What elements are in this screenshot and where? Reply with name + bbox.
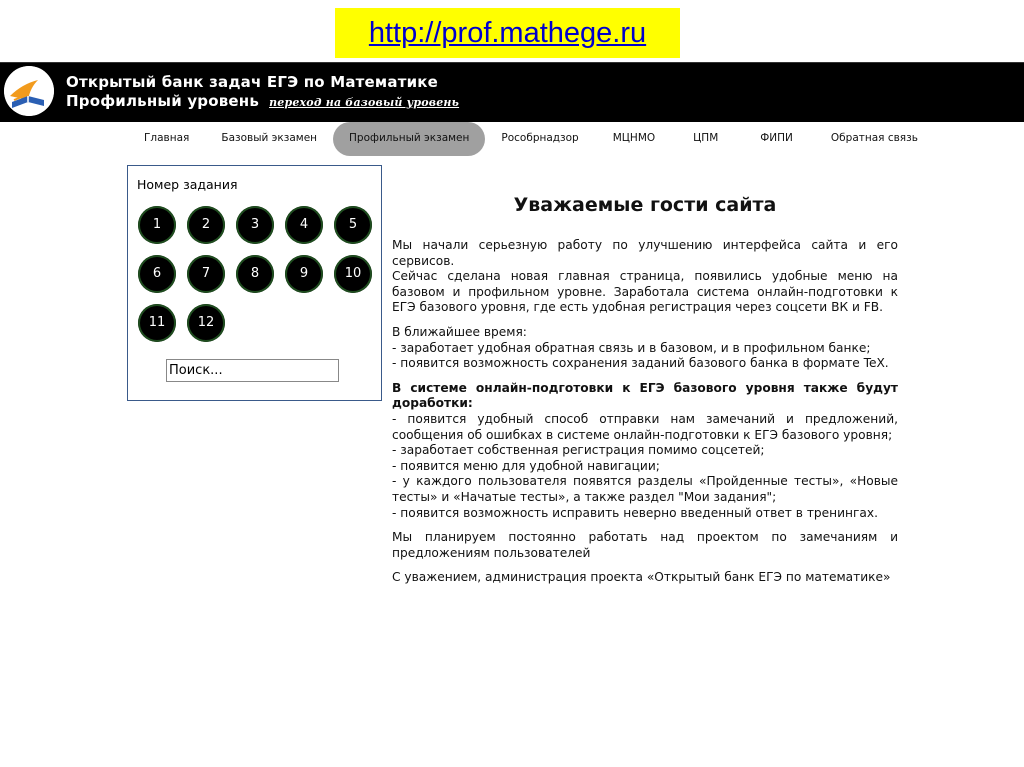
task-button-12[interactable]: 12 (187, 304, 225, 342)
site-title: Открытый банк задач ЕГЭ по Математике (66, 73, 439, 91)
switch-level-link[interactable]: переход на базовый уровень (269, 96, 460, 109)
task-button-2[interactable]: 2 (187, 206, 225, 244)
task-button-7[interactable]: 7 (187, 255, 225, 293)
task-button-4[interactable]: 4 (285, 206, 323, 244)
list-item: - у каждого пользователя появятся разделы «Пройденные тесты», «Новые тесты» и «Начатые тесты», а также раздел "Мои задания"; (392, 474, 898, 504)
nav-fipi[interactable]: ФИПИ (760, 132, 793, 144)
list-item: - заработает удобная обратная связь и в базовом, и в профильном банке; (392, 340, 871, 355)
announcement-content (392, 190, 898, 595)
search-input[interactable]: Поиск... (166, 359, 339, 382)
level-label: Профильный уровень (66, 92, 260, 110)
announcement-bold-text: В системе онлайн-подготовки к ЕГЭ базового уровня также будут доработки: (392, 380, 898, 411)
task-button-5[interactable]: 5 (334, 206, 372, 244)
announcement-paragraph (392, 530, 898, 561)
nav-profile-exam[interactable]: Профильный экзамен (333, 122, 485, 156)
nav-cpm[interactable]: ЦПМ (693, 132, 719, 144)
list-item: - появится возможность сохранения заданий базового банка в формате TeX. (392, 356, 889, 371)
task-button-9[interactable]: 9 (285, 255, 323, 293)
site-subtitle (66, 92, 459, 110)
announcement-text: Мы планируем постоянно работать над проектом по замечаниям и предложениям пользователей (392, 530, 898, 560)
list-item: - заработает собственная регистрация помимо соцсетей; (392, 443, 765, 458)
nav-rosobrnadzor[interactable]: Рособрнадзор (501, 132, 579, 144)
task-button-11[interactable]: 11 (138, 304, 176, 342)
book-logo-icon (4, 66, 54, 116)
task-button-3[interactable]: 3 (236, 206, 274, 244)
site-url-badge[interactable]: http://prof.mathege.ru (335, 8, 680, 58)
announcement-paragraph (392, 570, 898, 586)
task-button-1[interactable]: 1 (138, 206, 176, 244)
task-button-8[interactable]: 8 (236, 255, 274, 293)
task-panel-title: Номер задания (137, 177, 238, 192)
list-item: - появится удобный способ отправки нам замечаний и предложений, сообщения об ошибках в системе онлайн-подготовки к ЕГЭ базового уровня; (392, 411, 898, 442)
announcement-paragraph (392, 381, 898, 521)
task-button-6[interactable]: 6 (138, 255, 176, 293)
announcement-text: Сейчас сделана новая главная страница, появились удобные меню на базовом и профильном уровне. Заработала система онлайн-подготовки к ЕГЭ базового уровня, где есть удобная регистрация через соцсети ВК и FB. (392, 269, 898, 315)
announcement-paragraph (392, 325, 898, 372)
announcement-heading: Уважаемые гости сайта (513, 194, 777, 216)
announcement-paragraph (392, 238, 898, 316)
nav-base-exam[interactable]: Базовый экзамен (221, 132, 318, 144)
nav-mccme[interactable]: МЦНМО (612, 132, 656, 144)
nav-home[interactable]: Главная (144, 132, 190, 144)
list-item: - появится меню для удобной навигации; (392, 458, 660, 473)
announcement-text: В ближайшее время: (392, 324, 527, 339)
nav-feedback[interactable]: Обратная связь (830, 132, 918, 144)
list-item: - появится возможность исправить неверно введенный ответ в тренингах. (392, 505, 878, 520)
announcement-signature: С уважением, администрация проекта «Открытый банк ЕГЭ по математике» (392, 570, 891, 585)
task-number-panel (127, 165, 382, 401)
main-nav (128, 122, 934, 156)
task-button-10[interactable]: 10 (334, 255, 372, 293)
site-header (0, 62, 1024, 122)
announcement-text: Мы начали серьезную работу по улучшению интерфейса сайта и его сервисов. (392, 238, 898, 268)
